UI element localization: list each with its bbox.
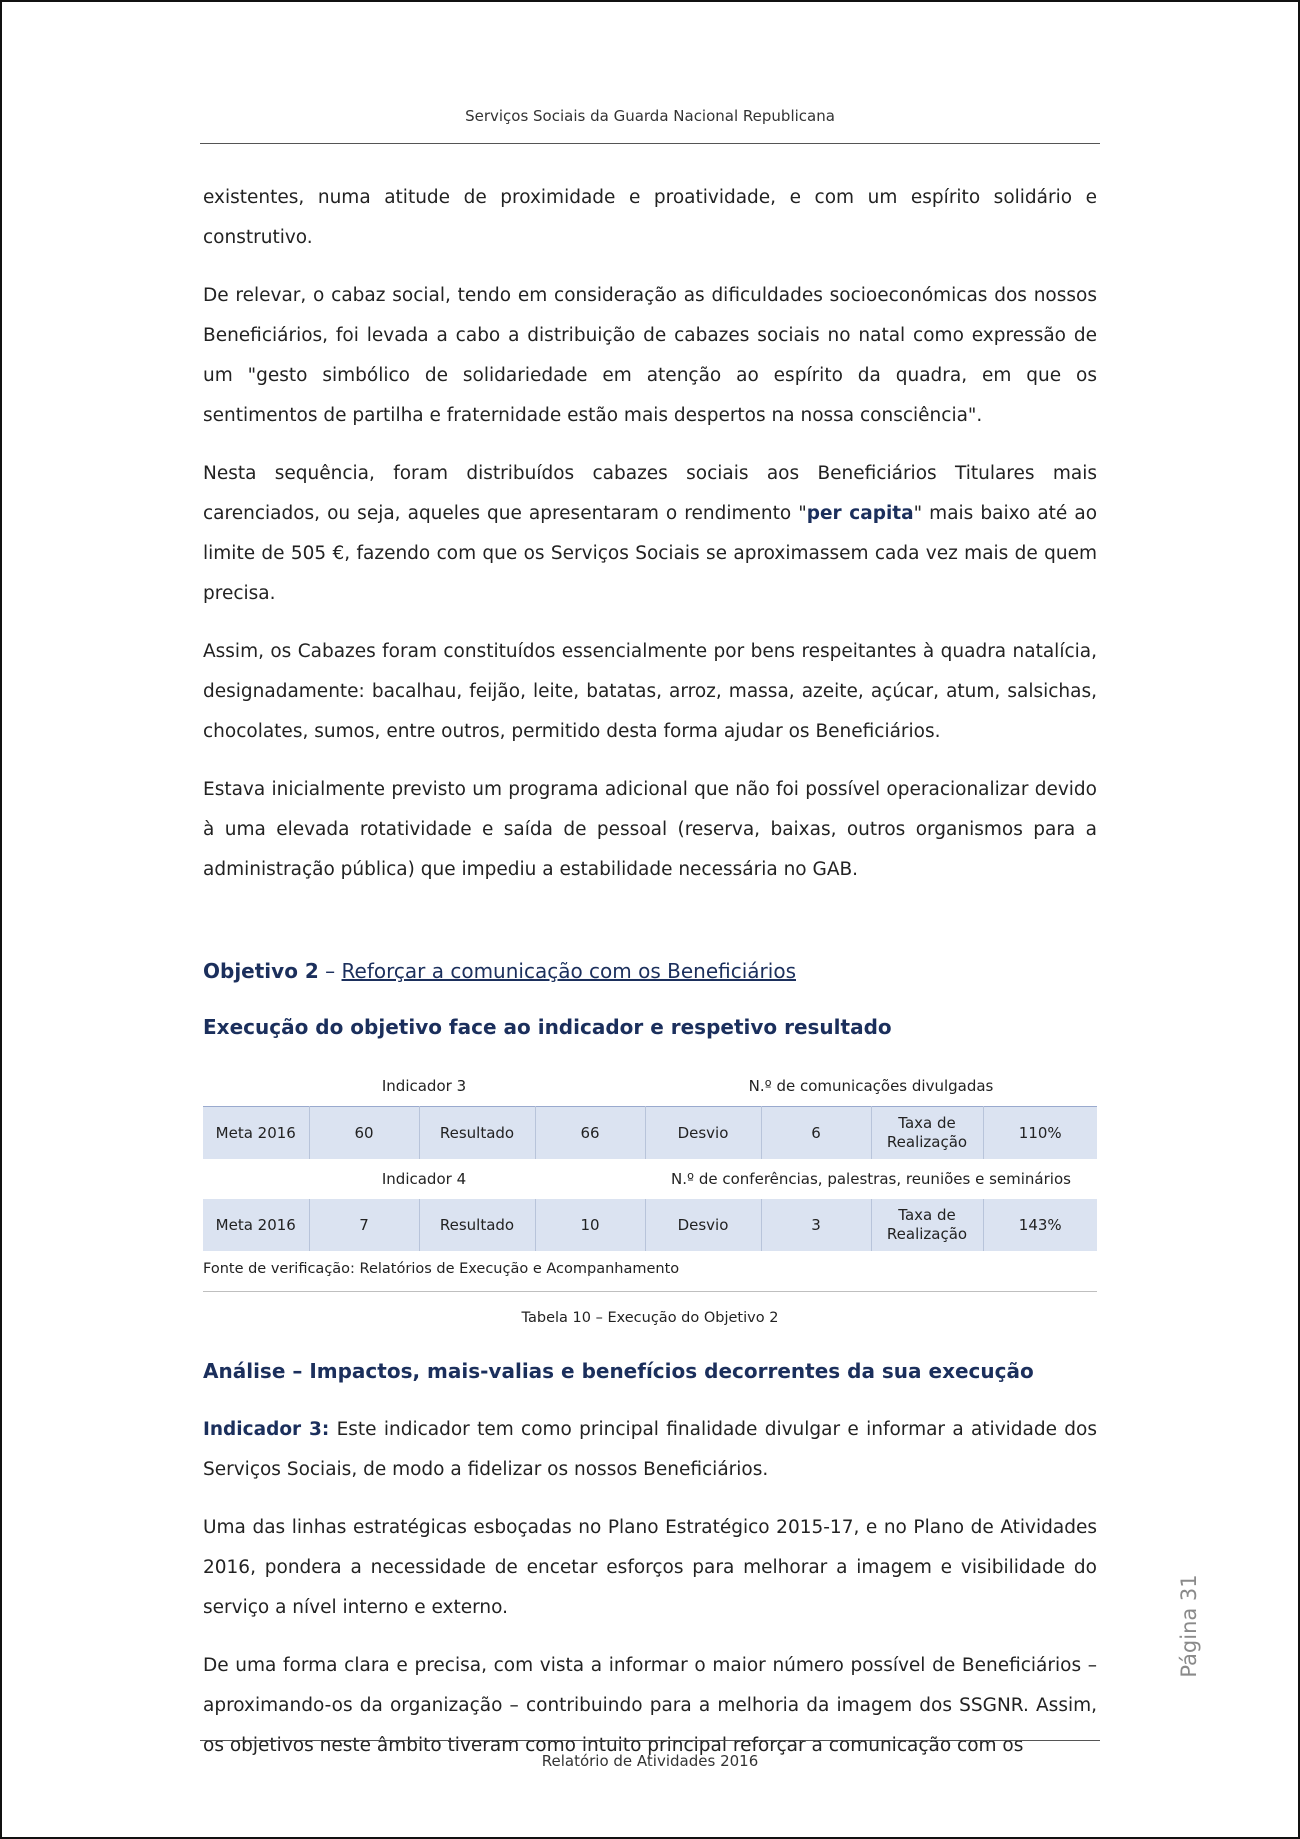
result-label: Resultado xyxy=(419,1199,535,1251)
meta-label: Meta 2016 xyxy=(203,1199,309,1251)
paragraph: De relevar, o cabaz social, tendo em consideração as dificuldades socioeconómicas dos nossos Beneficiários, foi levada a cabo a distribuição de cabazes sociais no natal como expressão de um "gesto simbólico de solidariedade em atenção ao espírito da quadra, em que os sentimentos de partilha e fraternidade estão mais despertos na nossa consciência". xyxy=(203,285,1097,426)
text-span: Este indicador tem como principal finalidade divulgar e informar a atividade dos Serviços Sociais, de modo a fidelizar os nossos Beneficiários. xyxy=(203,1419,1097,1480)
analysis-heading: Análise – Impactos, mais-valias e benefícios decorrentes da sua execução xyxy=(203,1359,1034,1383)
result-label: Resultado xyxy=(419,1107,535,1160)
indicator-lead: Indicador 3: xyxy=(203,1419,330,1440)
paragraph xyxy=(203,1410,1097,1490)
paragraph: De uma forma clara e precisa, com vista a informar o maior número possível de Beneficiários – aproximando-os da organização – contribuindo para a melhoria da imagem dos SSGNR. Assim, os objetivos neste âmbito tiveram como intuito principal reforçar a comunicação com os xyxy=(203,1655,1097,1756)
desvio-label: Desvio xyxy=(645,1199,761,1251)
paragraph xyxy=(203,454,1097,614)
taxa-label-text: Taxa de Realização xyxy=(886,1206,968,1243)
paragraph: Assim, os Cabazes foram constituídos essencialmente por bens respeitantes à quadra natalícia, designadamente: bacalhau, feijão, leite, batatas, arroz, massa, azeite, açúcar, atum, salsichas, chocolates, sumos, entre outros, permitido desta forma ajudar os Beneficiários. xyxy=(203,641,1097,742)
page-content xyxy=(203,178,1097,1784)
objective-dash: – xyxy=(318,959,342,983)
page-footer: Relatório de Atividades 2016 xyxy=(541,1752,759,1770)
taxa-value: 110% xyxy=(983,1107,1097,1160)
paragraph: Estava inicialmente previsto um programa adicional que não foi possível operacionalizar devido à uma elevada rotatividade e saída de pessoal (reserva, baixas, outros organismos para a administração pública) que impediu a estabilidade necessária no GAB. xyxy=(203,779,1097,880)
meta-value: 7 xyxy=(309,1199,419,1251)
text-span: " mais baixo até ao limite de 505 €, fazendo com que os Serviços Sociais se aproximassem cada vez mais de quem precisa. xyxy=(203,503,1098,604)
objective-heading xyxy=(203,956,1097,986)
table-row xyxy=(203,1107,1097,1160)
indicator-description: N.º de conferências, palestras, reuniões e seminários xyxy=(645,1159,1097,1199)
page-header: Serviços Sociais da Guarda Nacional Republicana xyxy=(465,107,835,125)
indicator-label: Indicador 4 xyxy=(203,1159,645,1199)
table-row xyxy=(203,1199,1097,1251)
desvio-value: 6 xyxy=(761,1107,871,1160)
objective-title: Reforçar a comunicação com os Beneficiários xyxy=(341,959,796,983)
indicator-description: N.º de comunicações divulgadas xyxy=(645,1066,1097,1107)
result-value: 66 xyxy=(535,1107,645,1160)
page-number-text: Página 31 xyxy=(1177,1574,1201,1678)
desvio-label: Desvio xyxy=(645,1107,761,1160)
result-value: 10 xyxy=(535,1199,645,1251)
indicator-label: Indicador 3 xyxy=(203,1066,645,1107)
objective-label: Objetivo 2 xyxy=(203,959,319,983)
meta-value: 60 xyxy=(309,1107,419,1160)
text-span: Nesta sequência, foram distribuídos cabazes sociais aos Beneficiários Titulares mais carenciados, ou seja, aqueles que apresentaram o rendimento " xyxy=(203,463,1097,524)
table-source: Fonte de verificação: Relatórios de Execução e Acompanhamento xyxy=(203,1251,1097,1292)
header-divider xyxy=(200,143,1100,144)
desvio-value: 3 xyxy=(761,1199,871,1251)
indicator-table xyxy=(203,1066,1097,1251)
bold-term: per capita xyxy=(806,503,914,524)
taxa-label-text: Taxa de Realização xyxy=(886,1114,968,1151)
meta-label: Meta 2016 xyxy=(203,1107,309,1160)
paragraph: existentes, numa atitude de proximidade e proatividade, e com um espírito solidário e construtivo. xyxy=(203,187,1097,248)
spacer xyxy=(203,908,1097,956)
page-number xyxy=(1169,1556,1209,1696)
taxa-label xyxy=(871,1199,983,1251)
taxa-value: 143% xyxy=(983,1199,1097,1251)
table-caption: Tabela 10 – Execução do Objetivo 2 xyxy=(521,1310,779,1326)
paragraph: Uma das linhas estratégicas esboçadas no Plano Estratégico 2015-17, e no Plano de Atividades 2016, pondera a necessidade de encetar esforços para melhorar a imagem e visibilidade do serviço a nível interno e externo. xyxy=(203,1517,1097,1618)
footer-divider xyxy=(200,1740,1100,1741)
taxa-label xyxy=(871,1107,983,1160)
execution-subheading: Execução do objetivo face ao indicador e respetivo resultado xyxy=(203,1015,892,1039)
